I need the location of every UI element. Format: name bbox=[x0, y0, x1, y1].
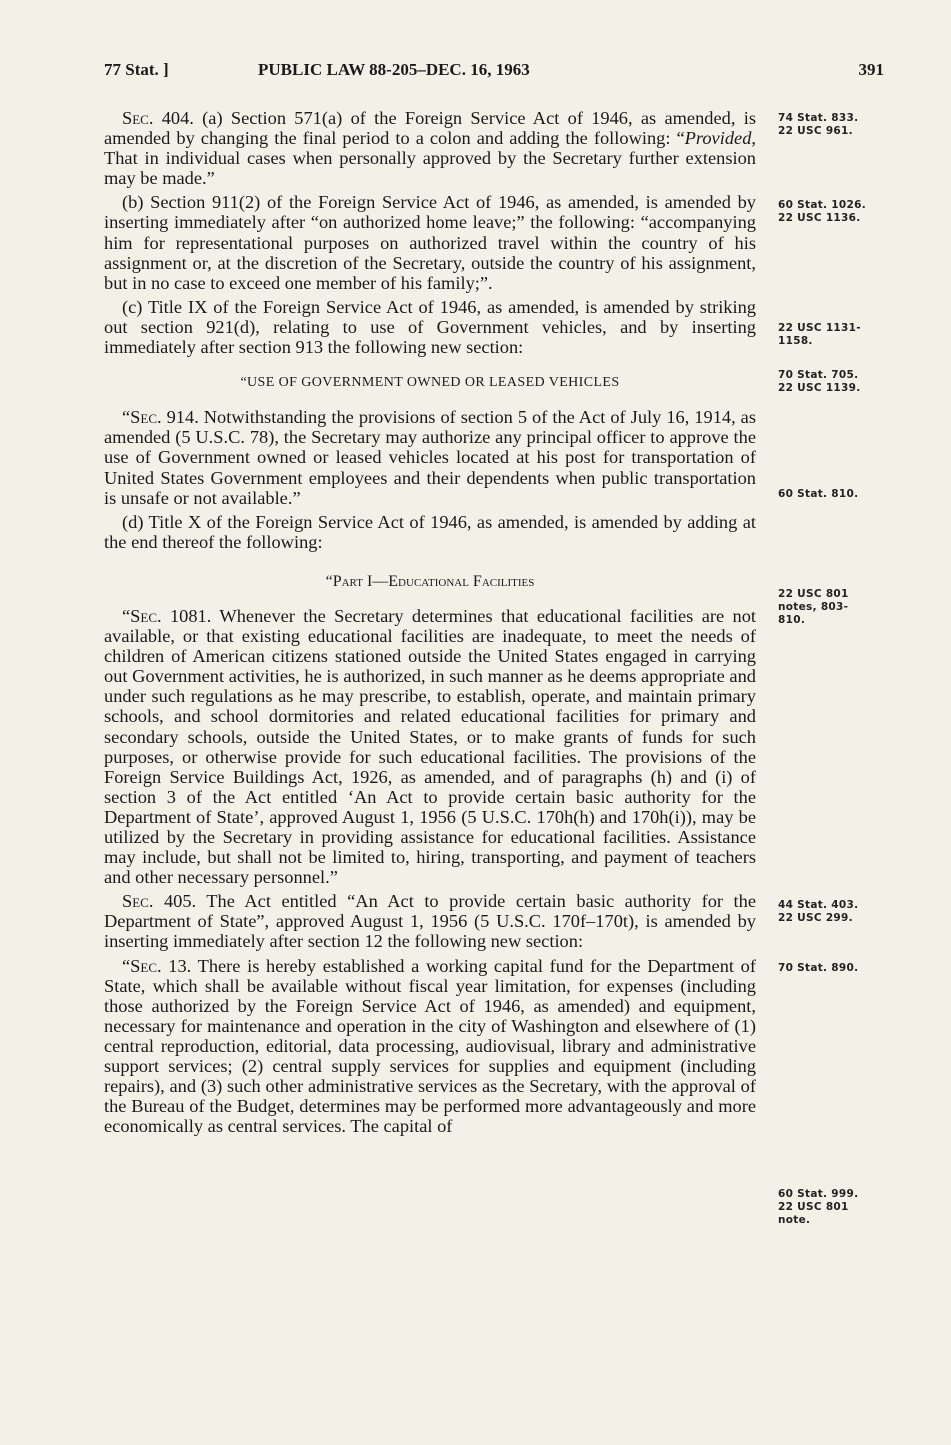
margin-note: 74 Stat. 833. 22 USC 961. bbox=[778, 112, 859, 137]
margin-note: 70 Stat. 890. bbox=[778, 962, 859, 974]
margin-note: 22 USC 1131- 1158. bbox=[778, 322, 861, 347]
margin-note: 60 Stat. 1026. 22 USC 1136. bbox=[778, 199, 867, 224]
page-number: 391 bbox=[858, 60, 884, 79]
paragraph-sec-404-a: Sec. 404. (a) Section 571(a) of the Foreign Service Act of 1946, as amended, is amended by changing the final period to a colon and adding the following: “Provided, That in individual cases when personally approved by the Secretary further extension may be made.” bbox=[104, 108, 756, 189]
section-heading-vehicles: “USE OF GOVERNMENT OWNED OR LEASED VEHICLES bbox=[240, 375, 620, 391]
margin-note: 22 USC 801 notes, 803- 810. bbox=[778, 588, 849, 626]
paragraph-sec-1081: “Sec. 1081. Whenever the Secretary determines that educational facilities are not available, or that existing educational facilities are inadequate, to meet the needs of children of American citizens stationed outside the United States engaged in carrying out Government activities, he is authorized, in such manner as he deems appropriate and under such regulations as he may prescribe, to establish, operate, and maintain primary schools, and school dormitories and related educational facilities for primary and secondary schools, outside the United States, or to make grants of funds for such purposes, or otherwise provide for such educational facilities. The provisions of the Foreign Service Buildings Act, 1926, as amended, and of paragraphs (h) and (i) of section 3 of the Act entitled ‘An Act to provide certain basic authority for the Department of State’, approved August 1, 1956 (5 U.S.C. 170h(h) and 170h(i)), may be utilized by the Secretary in providing assistance for educational facilities. Assistance may include, but shall not be limited to, hiring, transporting, and payment of teachers and other necessary personnel.” bbox=[104, 605, 756, 888]
running-title: PUBLIC LAW 88-205–DEC. 16, 1963 bbox=[258, 60, 530, 79]
paragraph-sec-13: “Sec. 13. There is hereby established a working capital fund for the Department of State, which shall be available without fiscal year limitation, for expenses (including those authorized by the Foreign Service Act of 1946, as amended) and equipment, necessary for maintenance and operation in the city of Washington and elsewhere of (1) central reproduction, editorial, data processing, audiovisual, library and administrative support services; (2) central supply services for supplies and equipment (including repairs), and (3) such other administrative services as the Secretary, with the approval of the Bureau of the Budget, determines may be performed more advantageously and more economically as central services. The capital of bbox=[104, 955, 756, 1137]
section-heading-educational: “Part I—Educational Facilities bbox=[325, 572, 535, 590]
margin-note: 44 Stat. 403. 22 USC 299. bbox=[778, 899, 859, 924]
paragraph-sec-404-d: (d) Title X of the Foreign Service Act of 1946, as amended, is amended by adding at the end thereof the following: bbox=[104, 511, 756, 552]
paragraph-sec-404-b: (b) Section 911(2) of the Foreign Service Act of 1946, as amended, is amended by inserting immediately after “on authorized home leave;” the following: “accompanying him for representational purposes on authorized travel within the country of his assignment or, at the discretion of the Secretary, outside the country of his assignment, but in no case to exceed one member of his family;”. bbox=[104, 192, 756, 293]
paragraph-sec-405: Sec. 405. The Act entitled “An Act to provide certain basic authority for the Department of State”, approved August 1, 1956 (5 U.S.C. 170f–170t), is amended by inserting immediately after section 12 the following new section: bbox=[104, 891, 756, 952]
paragraph-sec-404-c: (c) Title IX of the Foreign Service Act of 1946, as amended, is amended by striking out section 921(d), relating to use of Government vehicles, and by inserting immediately after section 913 the following new section: bbox=[104, 296, 756, 358]
paragraph-sec-914: “Sec. 914. Notwithstanding the provisions of section 5 of the Act of July 16, 1914, as amended (5 U.S.C. 78), the Secretary may authorize any principal officer to approve the use of Government owned or leased vehicles located at his post for transportation of United States Government employees and their dependents when public transportation is unsafe or not available.” bbox=[104, 407, 756, 508]
margin-note: 60 Stat. 999. 22 USC 801 note. bbox=[778, 1188, 859, 1226]
margin-note: 60 Stat. 810. bbox=[778, 488, 859, 500]
margin-note: 70 Stat. 705. 22 USC 1139. bbox=[778, 369, 861, 394]
volume-reference: 77 Stat. ] bbox=[104, 60, 169, 79]
